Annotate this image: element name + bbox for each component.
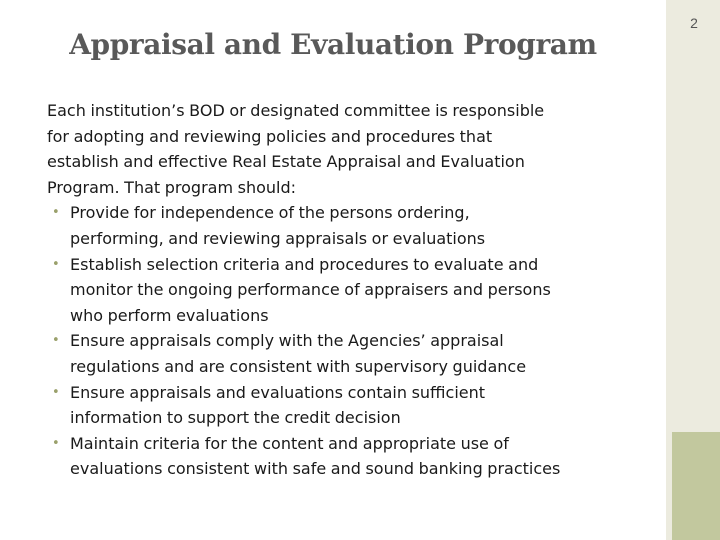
bullet-item bbox=[47, 380, 627, 431]
bullet-line: information to support the credit decision bbox=[70, 408, 401, 428]
slide-title: Appraisal and Evaluation Program bbox=[69, 28, 597, 61]
bullet-line: evaluations consistent with safe and sound banking practices bbox=[70, 459, 561, 479]
bullet-icon: • bbox=[52, 333, 60, 349]
slide-number: 2 bbox=[690, 15, 698, 31]
bullet-line: Provide for independence of the persons ordering, bbox=[70, 203, 470, 223]
bullet-icon: • bbox=[52, 435, 60, 451]
bullet-item bbox=[47, 431, 627, 482]
intro-paragraph bbox=[47, 98, 627, 200]
bullet-item bbox=[47, 252, 627, 329]
bullet-line: who perform evaluations bbox=[70, 305, 269, 325]
intro-line: Each institution’s BOD or designated committee is responsible bbox=[47, 101, 545, 120]
bullet-icon: • bbox=[52, 205, 60, 221]
bullet-line: Maintain criteria for the content and appropriate use of bbox=[70, 433, 509, 453]
bullet-icon: • bbox=[52, 384, 60, 400]
intro-line: for adopting and reviewing policies and procedures that bbox=[47, 126, 493, 146]
intro-line: establish and effective Real Estate Appraisal and Evaluation bbox=[47, 152, 525, 172]
bullet-line: Ensure appraisals comply with the Agencies’ appraisal bbox=[70, 331, 504, 351]
intro-line: Program. That program should: bbox=[47, 177, 297, 197]
bullet-line: monitor the ongoing performance of appraisers and persons bbox=[70, 280, 551, 300]
bullet-line: regulations and are consistent with supervisory guidance bbox=[70, 356, 527, 376]
bullet-item bbox=[47, 328, 627, 379]
bullet-icon: • bbox=[52, 256, 60, 272]
bullet-line: performing, and reviewing appraisals or evaluations bbox=[70, 228, 486, 248]
bullet-line: Establish selection criteria and procedures to evaluate and bbox=[70, 254, 539, 274]
bullet-list bbox=[47, 200, 627, 482]
bullet-line: Ensure appraisals and evaluations contain sufficient bbox=[70, 382, 486, 402]
bullet-item bbox=[47, 200, 627, 251]
slide-body bbox=[47, 98, 627, 482]
side-accent-block bbox=[672, 432, 720, 540]
